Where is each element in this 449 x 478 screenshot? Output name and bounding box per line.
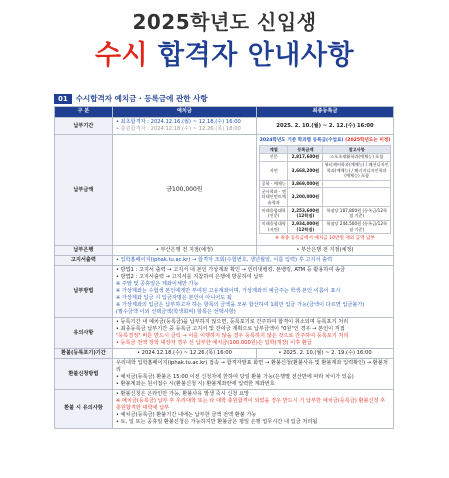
tuition-row [260, 180, 391, 188]
caution-text [112, 318, 393, 349]
method-line: ※ 가상계좌의 입금은 납부하고자 하는 항목의 금액을 모두 합산하여 1회만 입금 가능(금액이 다르면 입금불가) [115, 302, 365, 309]
row-print [55, 256, 394, 266]
caution-line: • 최종등록금 납부기간 중 등록금 고지서 및 잔여금 계획으로 납부금액이 "0원"인 경우 → 본인이 직접 [115, 326, 345, 333]
refund-caution-line: ※ 예치금(등록금) 납부 후 우리대학 또는 타 대학 충원합격이 되었을 경우 반드시 기 납부한 예치금(등록금) 환불신청 후 [115, 398, 386, 405]
refund-caution-text [112, 390, 393, 428]
amount-final [257, 135, 394, 246]
caution-line: • 등록금 전액 장학 대상자 경우 선 납부한 예치금(100,000원)은 입학(개강) 이후 환급 [115, 340, 312, 347]
label-caution: 유의사항 [55, 318, 113, 349]
method-line: • 방법2 : 고지서출력 → 고지서를 지참하여 은행에 방문하여 납부 [115, 274, 264, 281]
method-line: ※ 가상계좌는 수험생 본인에게만 부여된 고유계좌이며, 가상계좌의 예금주는 학생 본인 이름이 표시 [115, 288, 341, 295]
label-period: 납부기간 [55, 118, 113, 135]
refund-period-final: • 2025. 2. 10.(월) ~ 2. 19.(수) 16:00 [257, 349, 394, 359]
row-refund-caution [55, 390, 394, 428]
tuition-amount: 3,869,000원 [288, 180, 323, 188]
tuition-field: 군사학과 · 엔터테인먼트예술학과 [260, 188, 288, 207]
print-text: • 입학홈페이지(iphak.tu.ac.kr) → 합격자 조회(수험번호, 생년월일, 이름 입력) 후 고지서 출력 [112, 256, 393, 266]
tuition-field: 미래융합대학(인문) [260, 207, 288, 220]
tuition-amount: 2,253,600원 (12학점) [288, 207, 323, 220]
tuition-col-note: 참고사항 [323, 146, 391, 154]
tuition-field: 인문 [260, 153, 288, 161]
bank-final: • 부산은행 전 지점(예정) [257, 246, 394, 256]
method-line: (필수금액 이외 선택금액(학생회비) 항목은 선택사항) [115, 309, 236, 316]
caution-line: • 등록기간 내 예치금(등록금)을 납부하지 않으면, 등록포기로 간주하여 합격이 취소되며 등록포기 처리 [115, 319, 349, 326]
tuition-row [260, 153, 391, 161]
tuition-row [260, 188, 391, 207]
section-label: 수시합격자 예치금 · 등록금에 관한 사항 [75, 94, 208, 103]
row-caution [55, 318, 394, 349]
period-additional: • 충원합격자 : 2024.12.18.(수) ~ 12.26.(목) 18:00 [115, 126, 241, 133]
label-print: 고지서출력 [55, 256, 113, 266]
tuition-title-note: (2025학년도는 미정) [345, 138, 391, 144]
tuition-title-text: 2024학년도 기준 학과별 등록금(수업료) [259, 138, 344, 144]
header-deposit: 예치금 [112, 107, 256, 118]
refund-method-line: • 환불계좌는 원서접수 시(환불신청 시) 환불계좌란에 입력한 계좌번호 [115, 381, 275, 388]
method-text [112, 266, 393, 318]
label-refund-method: 환불신청방법 [55, 359, 113, 390]
tuition-amount: 3,668,200원 [288, 161, 323, 180]
tuition-note [323, 188, 391, 207]
tuition-row [260, 220, 391, 233]
row-amount [55, 135, 394, 246]
method-line: ※ 가상계좌 입금 시 입금자명은 본인이 아니어도 됨 [115, 295, 232, 302]
refund-method-text [112, 359, 393, 390]
title-susi: 수시 [94, 40, 149, 71]
title-guide: 합격자 안내사항 [158, 40, 355, 71]
title-main [0, 33, 449, 72]
amount-deposit: 금100,000원 [112, 135, 256, 246]
tuition-field: 미래융합대학(자연) [260, 220, 288, 233]
row-refund-method [55, 359, 394, 390]
period-first: • 최초합격자 : 2024.12.16.(월) ~ 12.18.(수) 16:00 [115, 119, 241, 125]
tuition-field: 자연 [260, 161, 288, 180]
refund-caution-line: • 환불신청은 온라인만 가능, 환불사유 발생 즉시 신청 요망 [115, 391, 249, 398]
tuition-row [260, 161, 391, 180]
tuition-field: 공학 · 예체능 [260, 180, 288, 188]
tuition-col-amount: 등록금액 [288, 146, 323, 154]
tuition-note: 스포츠재활학과(예체능) 포함 [323, 153, 391, 161]
period-final: 2025. 2. 10.(월) ~ 2. 12.(수) 16:00 [257, 118, 394, 135]
section-header [54, 93, 394, 104]
tuition-amount: 2,934,000원 (12학점) [288, 220, 323, 233]
tuition-note: 학점당 187,800원 (등록금/12학점 기준) [323, 207, 391, 220]
title-year: 2025학년도 신입생 [132, 10, 317, 34]
method-line: ※ 주말 및 공휴일은 계좌이체만 가능 [115, 281, 199, 288]
tuition-note [323, 180, 391, 188]
refund-method-line: 우리대학 입학홈페이지(iphak.tu.ac.kr) 접속 → 합격자발표 화면 → 환불신청(환불사유 및 환불계좌 입력확인) → 환불처리 [115, 360, 388, 374]
tuition-table-title [259, 138, 391, 144]
label-bank: 납부은행 [55, 246, 113, 256]
method-line: • 방법1 : 고지서 출력 → 고지서 내 본인 가상계좌 확인 → 인터넷뱅킹, 폰뱅킹, ATM 등 활용하여 송금 [115, 267, 346, 274]
section-number: 01 [54, 94, 72, 104]
label-amount: 납부금액 [55, 135, 113, 246]
tuition-amount: 2,817,600원 [288, 153, 323, 161]
tuition-col-field: 계열 [260, 146, 288, 154]
tuition-note-text: ※ 최종 등록금에서 예치금 10만원 제외 금액 납부 [275, 235, 375, 241]
label-method: 납부방법 [55, 266, 113, 318]
refund-method-line: • 예치금(등록금) 환불은 15:00 이전 신청자에 한하여 당일 환불 가능(은행별 전산반에 따라 차이가 있음) [115, 374, 354, 381]
tuition-note: 뷰티케어학과(예체능) / 패션디자인학과(예체능) / 패키지디자인학과(예체능) 포함 [324, 162, 389, 179]
row-period [55, 118, 394, 135]
tuition-row [260, 207, 391, 220]
period-deposit [112, 118, 256, 135]
bank-deposit: • 부산은행 전 지점(예정) [112, 246, 256, 256]
tuition-table [259, 145, 391, 234]
label-refund-period: 환불(등록포기)기간 [55, 349, 113, 359]
refund-period-deposit: • 2024.12.18.(수) ~ 12.26.(목) 16:00 [112, 349, 256, 359]
refund-caution-line: 충원합격한 대학에 납부 [115, 405, 170, 412]
header-category: 구 분 [55, 107, 113, 118]
refund-caution-line: • 예치금(등록금) 환불기간 내에는 납부한 금액 전액 환불 가능 [115, 412, 257, 419]
tuition-header [260, 146, 391, 154]
header-final: 최종등록금 [257, 107, 394, 118]
tuition-note: 학점당 244,500원 (등록금/12학점 기준) [323, 220, 391, 233]
row-bank [55, 246, 394, 256]
caution-line: "등록결정" 버튼 반드시 클릭 → 이를 이행하지 않을 경우 등록하지 않은 것으로 간주하여 등록포기 처리 [115, 333, 349, 340]
table-header-row [55, 107, 394, 118]
info-table [54, 106, 394, 429]
tuition-amount: 3,200,000원 [288, 188, 323, 207]
refund-caution-line: • 토, 일 또는 공휴일 환불신청은 가능하지만 환불금은 평일 은행 업무시간 내 입금 처리됨 [115, 419, 318, 426]
label-refund-caution: 환불 시 유의사항 [55, 390, 113, 428]
row-method [55, 266, 394, 318]
row-refund-period [55, 349, 394, 359]
